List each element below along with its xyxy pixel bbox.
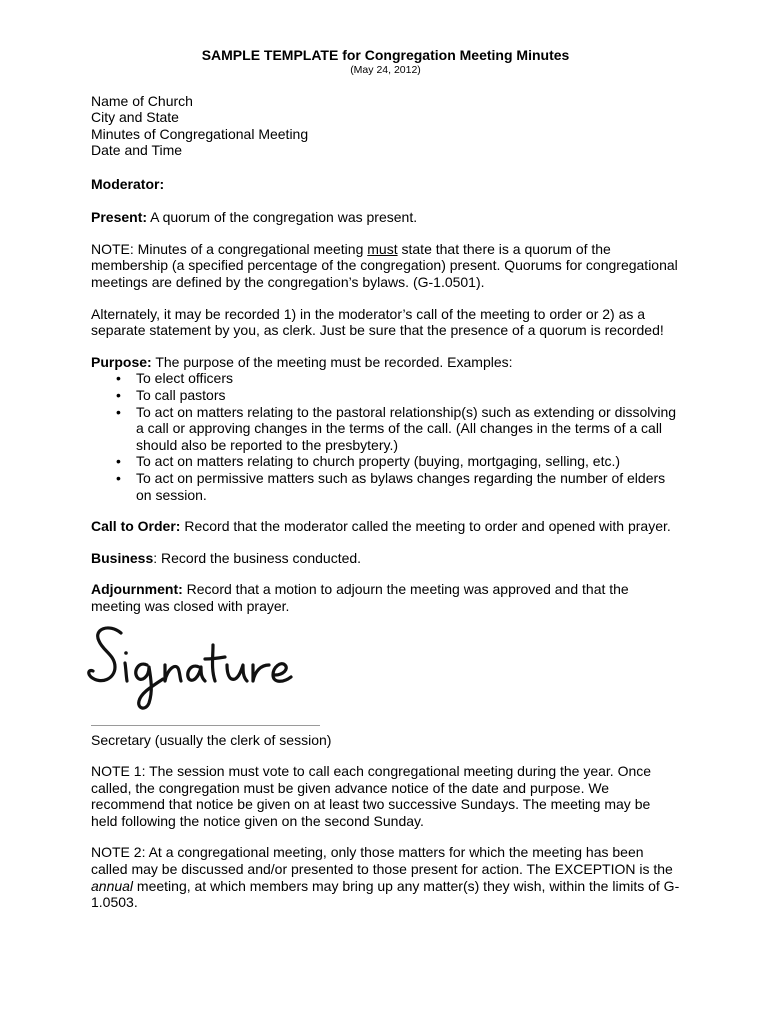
moderator-label: Moderator: [91,175,165,192]
note2-after: meeting, at which members may bring up any matter(s) they wish, within the limits of G-1.0503. [91,877,680,911]
adjournment-label: Adjournment: [91,581,183,598]
purpose-text: The purpose of the meeting must be recorded. Examples: [151,353,513,370]
quorum-note-emphasis: must [367,240,398,257]
signature-script [85,621,325,721]
business-label: Business [91,549,154,566]
purpose-paragraph [91,354,680,371]
purpose-examples-list [91,370,680,503]
note2-before: NOTE 2: At a congregational meeting, only those matters for which the meeting has been called may be discussed and/or presented to those present for action. The EXCEPTION is the [91,844,673,878]
document-date: (May 24, 2012) [350,64,421,76]
quorum-note-after: state that there is a quorum of the membership (a specified percentage of the congregation) present. Quorums for congregational meetings are defined by the congregation’s bylaws. (G-1.0501). [91,240,678,290]
adjournment-paragraph [91,581,680,614]
call-to-order-text: Record that the moderator called the meeting to order and opened with prayer. [180,518,671,535]
signature-line-label: Secretary (usually the clerk of session) [91,731,332,748]
city-state-line: City and State [91,109,179,126]
alternately-paragraph: Alternately, it may be recorded 1) in the moderator’s call of the meeting to order or 2) as a separate statement by you, as clerk. Just be sure that the presence of a quorum is recorded! [91,305,664,339]
document-title: SAMPLE TEMPLATE for Congregation Meeting Minutes [201,47,570,63]
quorum-note-paragraph [91,241,680,291]
adjournment-text: Record that a motion to adjourn the meeting was approved and that the meeting was closed with prayer. [91,581,629,614]
church-info-block [91,93,680,159]
note2-paragraph [91,844,680,910]
purpose-label: Purpose: [91,353,152,370]
note2-emphasis: annual [91,877,134,894]
business-text: : Record the business conducted. [153,549,362,566]
date-time-line: Date and Time [91,142,183,159]
list-item: • To act on matters relating to church property (buying, mortgaging, selling, etc.) [136,453,680,470]
note1-paragraph: NOTE 1: The session must vote to call each congregational meeting during the year. Once called, the congregation must be given advance notice of the date and purpose. We recommend that notice be given on at least two successive Sundays. The meeting may be held following the notice given on the second Sunday. [91,763,652,829]
signature-line [91,725,320,726]
list-item: • To act on matters relating to the pastoral relationship(s) such as extending or dissolving a call or approving changes in the terms of the call. (All changes in the terms of a call should also be reported to the presbytery.) [136,404,680,454]
present-label: Present: [91,209,148,226]
list-item: • To elect officers [136,370,680,387]
call-to-order-paragraph [91,518,680,535]
minutes-title-line: Minutes of Congregational Meeting [91,125,309,142]
present-text: A quorum of the congregation was present. [147,209,418,226]
quorum-note-before: NOTE: Minutes of a congregational meeting [91,240,368,257]
church-name-line: Name of Church [91,93,193,109]
call-to-order-label: Call to Order: [91,518,181,535]
list-item: • To call pastors [136,387,680,404]
business-paragraph [91,550,680,567]
signature-block [91,621,680,729]
present-paragraph [91,209,680,226]
list-item: • To act on permissive matters such as bylaws changes regarding the number of elders on session. [136,470,680,503]
